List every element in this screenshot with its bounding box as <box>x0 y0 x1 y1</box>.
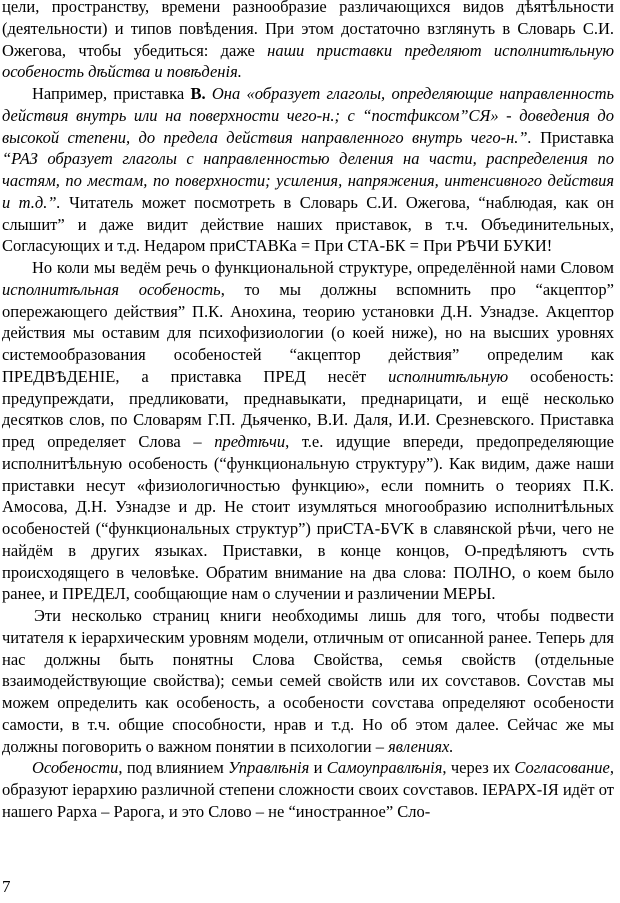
text-run: , то мы должны вспомнить про “акцептор” опережающего действия” П.К. Анохина, теорию установки Д.Н. Узнадзе. Акцептор действия мы оставим для психофизиологии (о коей ниже), но на высших уровнях системообразования особеностей “акцептор действия” определим как ПРЕДВѢДЕНІЕ, а приставка ПРЕД несёт <box>2 279 614 386</box>
text-run: исполнитѣльную <box>388 366 509 386</box>
text-run: “РАЗ образует глаголы с направленностью деления на части, распределения по частям, по местам, по поверхности; усиления, напряжения, интенсивного действия и т.д.”. <box>2 149 614 212</box>
text-run: , образуют іерархию различной степени сложности своих соѵставов. ІЕРАРХ-ІЯ идёт от нашего Рарха – Рарога, и это Слово – не “иностранное” Сло- <box>2 758 614 821</box>
page-number: 7 <box>2 877 11 896</box>
text-run: В. <box>190 84 206 103</box>
text-run: Самоуправлѣнія <box>326 758 443 778</box>
text-run: исполнитѣльная особеность <box>2 279 221 299</box>
paragraph-2 <box>2 83 614 257</box>
text-run: особеность: предупреждати, предликовати, преднавыкати, преднарицати, и ещё несколько десятков слов, по Словарям Г.П. Дьяченко, В.И. Даля, И.И. Срезневского. Приставка пред определяет Слова – <box>2 366 614 451</box>
body-text <box>2 0 614 823</box>
text-run: наши приставки пределяют исполнитѣльную особеность дѣйства и повѣденія. <box>2 40 614 82</box>
text-run: Читатель может посмотреть в Словарь С.И. Ожегова, “наблюдая, как он слышит” и даже видит действие наших приставок, в т.ч. Объединительных, Согласующих и т.д. Недаром приСТАВКа = При СТА-БК = При РѢЧИ БУКИ! <box>2 192 615 256</box>
paragraph-3 <box>2 257 614 605</box>
text-run: цели, пространству, времени разнообразие различающихся видов дѣятѣльности (деятельности) и типов повѣдения. При этом достаточно взглянуть в Словарь С.И. Ожегова, чтобы убедиться: даже <box>2 0 614 60</box>
text-run: Эти несколько страниц книги необходимы лишь для того, чтобы подвести читателя к іерархическим уровням модели, отличным от описанной ранее. Теперь для нас должны быть понятны Слова Свойства, семья свойств (отдельные взаимодействующие свойства); семьи семей свойств или их соѵставов. Соѵстав мы можем определить как особеность, а особености соѵстава определяют особености самости, в т.ч. общие способности, нрав и т.д. Но об этом далее. Сейчас же мы должны поговорить о важном понятии в психологии – <box>2 606 614 756</box>
text-run: Приставка <box>531 127 615 147</box>
paragraph-5 <box>2 757 614 822</box>
text-run: , т.е. идущие впереди, предопределяющие исполнитѣльную особеность (“функциональную структуру”). Как видим, даже наши приставки несут «физиологичностью функцию», если помнить о теориях П.К. Амосова, Д.Н. Узнадзе и др. Не стоит изумляться многообразию исполнитѣльных особеностей (“функциональных структур”) приСТА-БѴК в славянской рѣчи, чего не найдём в других языках. Приставки, в конце концов, О-предѣляютъ сѵть происходящего в человѣке. Обратим внимание на два слова: ПОЛНО, о коем было ранее, и ПРЕДЕЛ, сообщающие нам о случении и различении МЕРЫ. <box>2 432 614 604</box>
text-run: явлениях. <box>388 736 454 756</box>
text-run: и <box>309 758 327 778</box>
text-run: Она «образует глаголы, определяющие направленность действия внутрь или на поверхности чего-н.; с “постфиксом”СЯ» - доведения до высокой степени, до предела действия направленного внутрь чего-н.”. <box>2 84 615 147</box>
text-run: , под влиянием <box>118 758 229 778</box>
paragraph-4 <box>2 605 614 757</box>
paragraph-1 <box>2 0 614 83</box>
text-run: Особености <box>32 758 119 778</box>
text-run: Управлѣнія <box>228 758 310 778</box>
text-run: Например, приставка <box>32 84 191 103</box>
text-run: , через их <box>442 758 515 778</box>
text-run: предтѣчи <box>214 432 286 451</box>
text-run: Согласование <box>514 758 610 778</box>
text-run: Но коли мы ведём речь о функциональной структуре, определённой нами Словом <box>32 258 614 277</box>
